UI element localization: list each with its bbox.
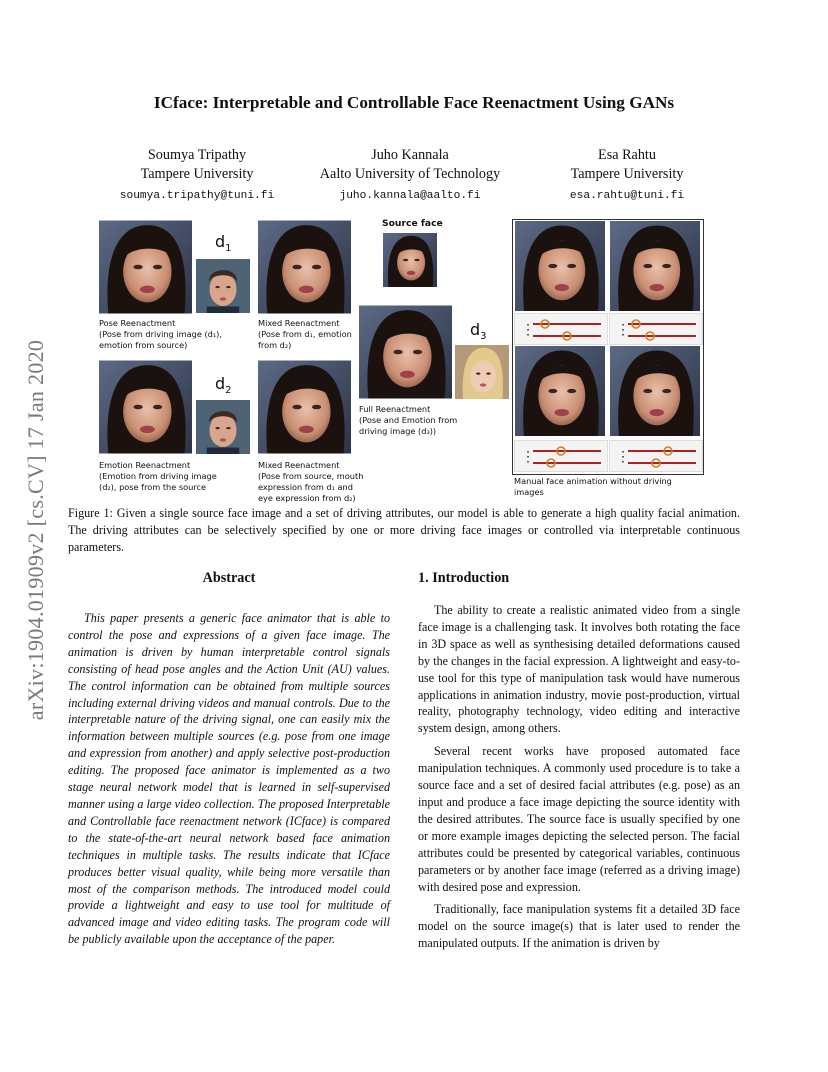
author-affiliation: Aalto University of Technology xyxy=(319,166,501,182)
pose-reenactment-caption xyxy=(99,318,222,351)
intro-paragraph-3: Traditionally, face manipulation systems fit a detailed 3D face model on the source image(s) that is later used to render the manipulated outputs. If the animation is driven by xyxy=(418,902,740,951)
svg-text:⋮: ⋮ xyxy=(521,323,535,338)
mixed-reenactment-caption-1 xyxy=(258,318,352,351)
emotion-reenactment-image xyxy=(99,359,192,455)
intro-heading: 1. Introduction xyxy=(418,570,510,586)
intro-body xyxy=(418,602,740,958)
author-name: Juho Kannala xyxy=(371,147,449,163)
manual-animation-grid xyxy=(512,219,704,475)
caption-line: Emotion Reenactment xyxy=(99,460,191,470)
emotion-reenactment-caption xyxy=(99,460,217,493)
au-sliders-3 xyxy=(514,440,608,472)
author-2 xyxy=(285,146,535,206)
d3-label xyxy=(470,320,487,342)
manual-face-1 xyxy=(514,221,606,311)
author-name: Soumya Tripathy xyxy=(147,147,247,163)
caption-line: from d₂) xyxy=(258,340,292,350)
abstract-text: This paper presents a generic face animator that is able to control the pose and expressions of a given face image. The animation is driven by human interpretable control signals consisting of head pose angles and the Action Unit (AU) values. The control information can be obtained from multiple sources including external driving videos and manual controls. Due to the interpretable nature of the driving signal, one can easily mix the information between multiple sources (e.g. pose from one image and expression from another) and apply selective post-production editing. The proposed face animator is implemented as a two stage neural network model that is learned in self-supervised manner using a large video collection. The proposed Interpretable and Controllable face reenactment network (ICface) is compared to the state-of-the-art neural network based face animation techniques in multiple tasks. The results indicate that ICface produces better visual quality, while being more versatile than most of the comparison methods. The introduced model could provide a lightweight and easy to use tool for multitude of advanced image and video editing tasks. The program code will be publicly available upon the acceptance of the paper. xyxy=(68,611,390,947)
source-face-image xyxy=(383,231,437,289)
paper-title: ICface: Interpretable and Controllable Face Reenactment Using GANs xyxy=(153,93,675,112)
caption-line: Manual face animation without driving xyxy=(514,476,672,486)
caption-line: Mixed Reenactment xyxy=(258,460,340,470)
caption-line: (Pose from driving image (d₁), xyxy=(99,329,222,339)
d-letter: d xyxy=(215,232,226,251)
d-letter: d xyxy=(215,374,226,393)
author-affiliation: Tampere University xyxy=(570,166,684,182)
driving-image-d3 xyxy=(455,344,509,400)
pose-reenactment-image xyxy=(99,220,192,314)
caption-line: (Pose from source, mouth xyxy=(258,471,364,481)
intro-paragraph-2: Several recent works have proposed automated face manipulation techniques. A commonly used procedure is to take a source face and a set of desired facial attributes (e.g. pose) as an input and produce a face image depicting the source identity with the desired attributes. The source face is usually specified by one or more example images depicting the selected person. The facial attributes could be presented by categorical variables, continuous parameters or by another face image (referred as a driving image) with desired pose and expression. xyxy=(418,744,740,894)
mixed-reenactment-caption-2 xyxy=(258,460,363,504)
caption-line: (Emotion from driving image xyxy=(99,471,217,481)
d-letter: d xyxy=(470,320,481,339)
author-email: esa.rahtu@tuni.fi xyxy=(569,190,685,202)
caption-line: (Pose and Emotion from xyxy=(359,415,458,425)
mixed-reenactment-image-2 xyxy=(258,359,351,455)
d-subscript: 3 xyxy=(480,331,487,343)
caption-line: expression from d₁ and xyxy=(258,482,353,492)
caption-line: Mixed Reenactment xyxy=(258,318,340,328)
source-face-label: Source face xyxy=(382,218,443,229)
author-email: soumya.tripathy@tuni.fi xyxy=(119,190,275,202)
author-affiliation: Tampere University xyxy=(140,166,254,182)
manual-animation-caption xyxy=(514,476,672,498)
svg-text:⋮: ⋮ xyxy=(616,450,630,465)
abstract-body xyxy=(68,610,390,948)
caption-line: eye expression from d₂) xyxy=(258,493,356,503)
svg-text:⋮: ⋮ xyxy=(616,323,630,338)
caption-line: (Pose from d₁, emotion xyxy=(258,329,352,339)
caption-line: emotion from source) xyxy=(99,340,188,350)
arxiv-stamp: arXiv:1904.01909v2 [cs.CV] 17 Jan 2020 xyxy=(23,339,48,721)
d1-label xyxy=(215,232,232,254)
au-sliders-4 xyxy=(609,440,703,472)
full-reenactment-image xyxy=(359,304,452,400)
author-email: juho.kannala@aalto.fi xyxy=(339,190,481,202)
svg-text:⋮: ⋮ xyxy=(521,450,535,465)
figure-caption: Figure 1: Given a single source face image and a set of driving attributes, our model is able to generate a high quality facial animation. The driving attributes can be selectively specified by one or more driving face images or controlled via interpretable continuous parameters. xyxy=(68,506,740,554)
au-sliders-1 xyxy=(514,313,608,345)
manual-face-3 xyxy=(514,346,606,436)
caption-line: Pose Reenactment xyxy=(99,318,176,328)
intro-paragraph-1: The ability to create a realistic animated video from a single face image is a challenging task. It involves both rotating the face in 3D space as well as synthesising detailed deformations caused by the changes in the facial expression. A lightweight and easy-to-use tool for this type of manipulation task would have numerous applications in animation industry, movie post-production, virtual reality, photography technology, video editing and interactive system design, among others. xyxy=(418,603,740,736)
author-3 xyxy=(502,146,752,206)
driving-image-d2 xyxy=(196,398,250,456)
d2-label xyxy=(215,374,232,396)
manual-face-4 xyxy=(609,346,701,436)
caption-line: driving image (d₃)) xyxy=(359,426,437,436)
manual-face-2 xyxy=(609,221,701,311)
caption-line: images xyxy=(514,487,544,497)
abstract-heading: Abstract xyxy=(202,570,256,586)
caption-line: Full Reenactment xyxy=(359,404,431,414)
d-subscript: 1 xyxy=(225,243,232,255)
full-reenactment-caption xyxy=(359,404,457,437)
caption-line: (d₂), pose from the source xyxy=(99,482,207,492)
author-name: Esa Rahtu xyxy=(598,147,656,163)
mixed-reenactment-image-1 xyxy=(258,220,351,314)
au-sliders-2 xyxy=(609,313,703,345)
figure-1 xyxy=(96,216,736,506)
driving-image-d1 xyxy=(196,258,250,314)
d-subscript: 2 xyxy=(225,385,232,397)
